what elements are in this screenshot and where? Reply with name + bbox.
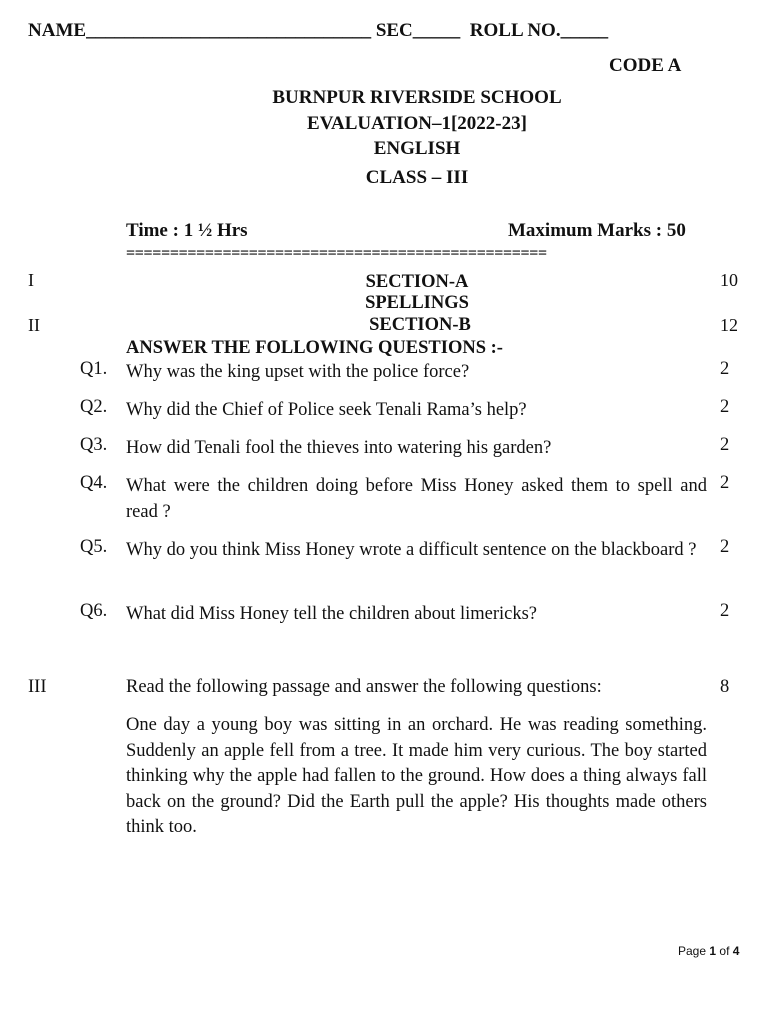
question-marks: 2 bbox=[720, 473, 730, 493]
question-number: Q1. bbox=[80, 359, 108, 379]
paper-code: CODE A bbox=[609, 55, 682, 76]
class-title: CLASS – III bbox=[365, 167, 469, 188]
maximum-marks: Maximum Marks : 50 bbox=[508, 220, 686, 241]
section-numeral-ii: II bbox=[28, 315, 40, 335]
roll-blank: _____ bbox=[560, 20, 609, 41]
question-text: What were the children doing before Miss Honey asked them to spell and read ? bbox=[126, 476, 707, 522]
roll-label: ROLL NO. bbox=[469, 20, 561, 41]
page-total: 4 bbox=[732, 944, 740, 958]
question-text: What did Miss Honey tell the children about limericks? bbox=[126, 604, 538, 624]
section-a-title: SECTION-A bbox=[365, 272, 469, 292]
divider-line: ================================================ bbox=[126, 245, 547, 262]
question-number: Q3. bbox=[80, 435, 108, 455]
section-b-instruction: ANSWER THE FOLLOWING QUESTIONS :- bbox=[126, 338, 503, 358]
question-number: Q6. bbox=[80, 601, 108, 621]
section-b-title: SECTION-B bbox=[369, 315, 471, 335]
evaluation-title: EVALUATION–1[2022-23] bbox=[307, 113, 527, 134]
section-a-subtitle: SPELLINGS bbox=[365, 293, 469, 313]
school-name: BURNPUR RIVERSIDE SCHOOL bbox=[272, 87, 562, 108]
subject-title: ENGLISH bbox=[373, 138, 461, 159]
page-word: Page bbox=[678, 944, 707, 958]
reading-passage: One day a young boy was sitting in an orchard. He was reading something. Suddenly an apple fell from a tree. It made him very curious. The boy started thinking why the apple had fallen to the ground. How does a thing always fall back on the ground? Did the Earth pull the apple? His thoughts made others think too. bbox=[126, 715, 707, 838]
question-text: How did Tenali fool the thieves into watering his garden? bbox=[126, 438, 552, 458]
section-numeral-i: I bbox=[28, 270, 34, 290]
sec-label: SEC bbox=[375, 20, 413, 41]
sec-blank: _____ bbox=[412, 20, 461, 41]
question-marks: 2 bbox=[720, 359, 730, 379]
time-allowed: Time : 1 ½ Hrs bbox=[126, 220, 248, 241]
question-number: Q5. bbox=[80, 537, 108, 557]
section-b-marks: 12 bbox=[720, 315, 738, 335]
section-iii-instruction: Read the following passage and answer the following questions: bbox=[126, 677, 602, 697]
section-numeral-iii: III bbox=[28, 677, 47, 697]
section-iii-marks: 8 bbox=[720, 677, 730, 697]
page-indicator bbox=[678, 944, 739, 958]
section-a-marks: 10 bbox=[720, 270, 738, 290]
name-blank: ______________________________ bbox=[86, 20, 372, 41]
question-text: Why was the king upset with the police force? bbox=[126, 362, 470, 382]
student-info-line bbox=[28, 20, 608, 42]
question-text: Why did the Chief of Police seek Tenali Rama’s help? bbox=[126, 400, 527, 420]
question-number: Q4. bbox=[80, 473, 108, 493]
question-marks: 2 bbox=[720, 601, 730, 621]
page-number: 1 bbox=[709, 944, 717, 958]
question-number: Q2. bbox=[80, 397, 108, 417]
question-marks: 2 bbox=[720, 435, 730, 455]
question-text: Why do you think Miss Honey wrote a difficult sentence on the blackboard ? bbox=[126, 540, 697, 560]
question-marks: 2 bbox=[720, 537, 730, 557]
name-label: NAME bbox=[28, 20, 87, 41]
question-marks: 2 bbox=[720, 397, 730, 417]
of-word: of bbox=[719, 944, 730, 958]
